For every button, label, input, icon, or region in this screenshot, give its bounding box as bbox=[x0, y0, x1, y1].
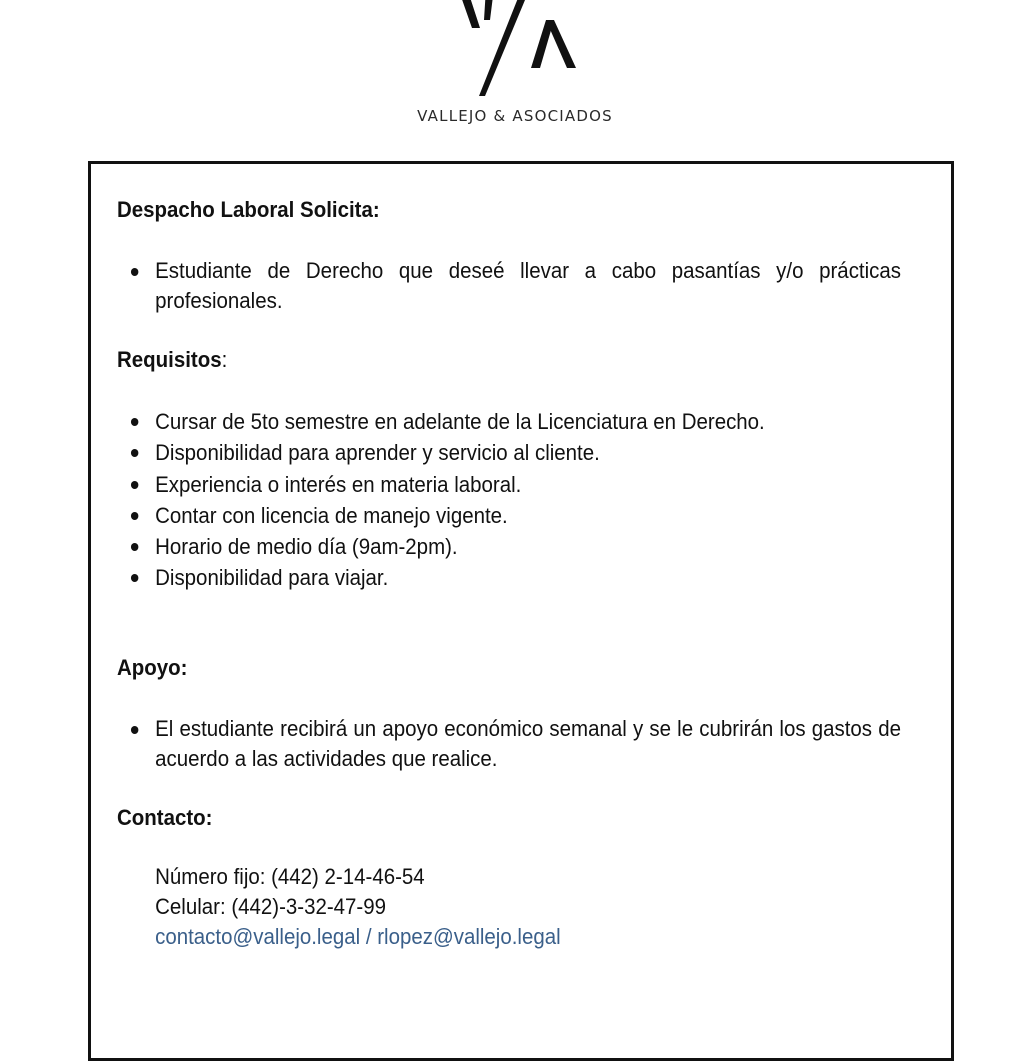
requirements-heading bbox=[117, 345, 919, 375]
list-item: Horario de medio día (9am-2pm). bbox=[117, 531, 919, 562]
support-list bbox=[117, 714, 919, 774]
phone-number: Número fijo: (442) 2-14-46-54 bbox=[155, 863, 425, 889]
va-monogram-icon bbox=[450, 0, 580, 98]
support-heading: Apoyo: bbox=[117, 654, 188, 680]
company-logo bbox=[0, 0, 1028, 140]
list-item: Estudiante de Derecho que deseé llevar a cabo pasantías y/o prácticas profesionales. bbox=[117, 256, 901, 316]
contact-heading: Contacto: bbox=[117, 804, 213, 830]
document-body bbox=[117, 195, 919, 952]
intro-list bbox=[117, 256, 919, 316]
contact-block bbox=[117, 862, 919, 952]
list-item: Experiencia o interés en materia laboral. bbox=[117, 469, 919, 500]
requirements-heading-colon: : bbox=[221, 347, 228, 372]
mobile-number: Celular: (442)-3-32-47-99 bbox=[155, 893, 386, 919]
list-item: Disponibilidad para aprender y servicio al cliente. bbox=[117, 437, 919, 468]
requirements-list bbox=[117, 406, 919, 594]
list-item: Cursar de 5to semestre en adelante de la Licenciatura en Derecho. bbox=[117, 406, 919, 437]
list-item: Disponibilidad para viajar. bbox=[117, 562, 919, 593]
company-name: VALLEJO & ASOCIADOS bbox=[417, 107, 613, 125]
requirements-heading-text: Requisitos bbox=[117, 347, 222, 372]
list-item: Contar con licencia de manejo vigente. bbox=[117, 500, 919, 531]
intro-heading: Despacho Laboral Solicita: bbox=[117, 197, 380, 222]
list-item: El estudiante recibirá un apoyo económico semanal y se le cubrirán los gastos de acuerdo a las actividades que realice. bbox=[117, 714, 901, 774]
email-links[interactable]: contacto@vallejo.legal / rlopez@vallejo.legal bbox=[155, 923, 561, 949]
